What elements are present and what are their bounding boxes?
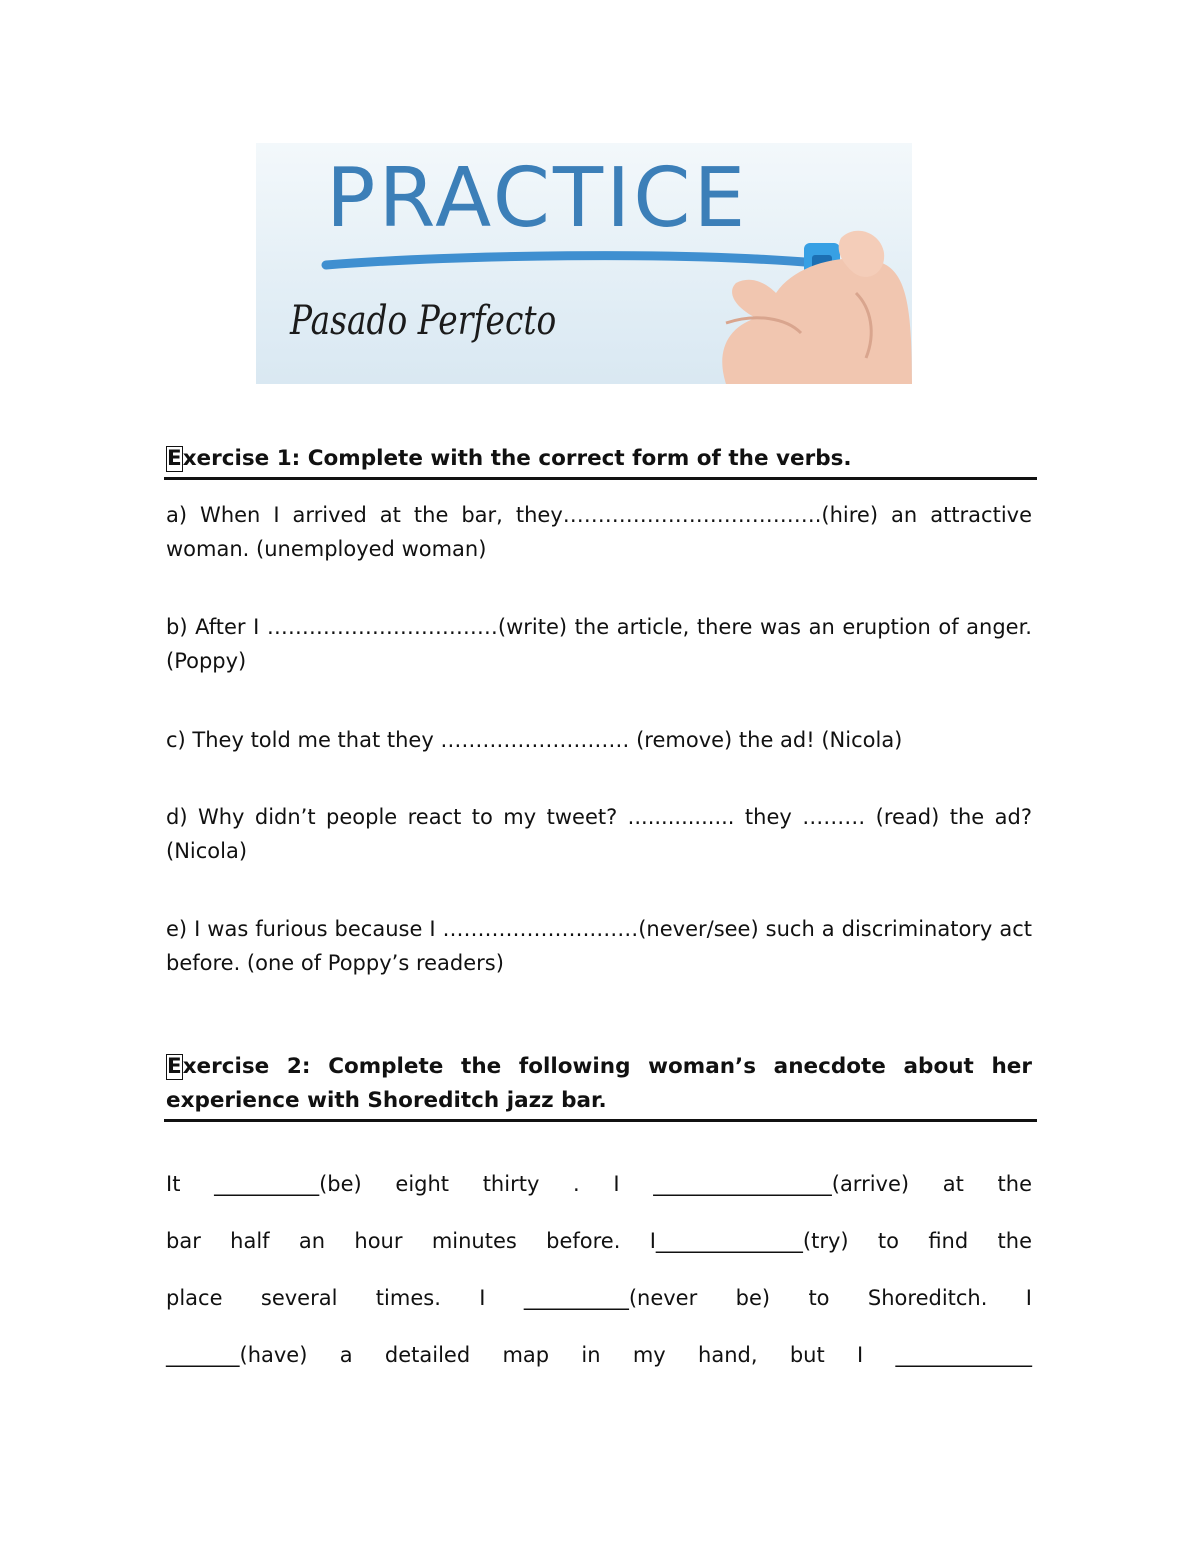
heading-text: xercise 1: Complete with the correct form of the verbs.	[182, 446, 852, 471]
banner-subtitle: Pasado Perfecto	[290, 298, 557, 344]
heading-text: xercise 2: Complete the following woman’s anecdote about her experience with Shoreditch jazz bar.	[166, 1054, 1032, 1113]
exercise-2-heading	[166, 1050, 1032, 1118]
heading-rule	[164, 1119, 1037, 1122]
anecdote-line: place several times. I __________(never be) to Shoreditch. I	[166, 1286, 1032, 1310]
exercise-1-item-b: b) After I ……………………………(write) the article, there was an eruption of anger. (Poppy)	[166, 615, 1032, 673]
exercise-1-item-e: e) I was furious because I ………………….……(never/see) such a discriminatory act before. (one of Poppy’s readers)	[166, 917, 1032, 975]
exercise-1-item-a: a) When I arrived at the bar, they……………………………….(hire) an attractive woman. (unemployed woman)	[166, 503, 1032, 561]
exercise-1-heading	[166, 442, 1032, 476]
heading-initial: E	[167, 1054, 182, 1079]
underline-stroke	[326, 256, 816, 265]
exercise-2-anecdote	[166, 1156, 1032, 1384]
anecdote-line: bar half an hour minutes before. I______________(try) to find the	[166, 1229, 1032, 1253]
practice-banner	[256, 143, 912, 384]
anecdote-line: It __________(be) eight thirty . I _________________(arrive) at the	[166, 1172, 1032, 1196]
exercise-1-item-d: d) Why didn’t people react to my tweet? ................ they ……… (read) the ad? (Nicola)	[166, 805, 1032, 863]
heading-initial: E	[167, 446, 182, 471]
heading-rule	[164, 477, 1037, 480]
banner-title: PRACTICE	[326, 151, 749, 246]
exercise-1-item-c: c) They told me that they ……………………… (remove) the ad! (Nicola)	[166, 728, 903, 752]
anecdote-line: _______(have) a detailed map in my hand, but I _____________	[166, 1343, 1032, 1367]
